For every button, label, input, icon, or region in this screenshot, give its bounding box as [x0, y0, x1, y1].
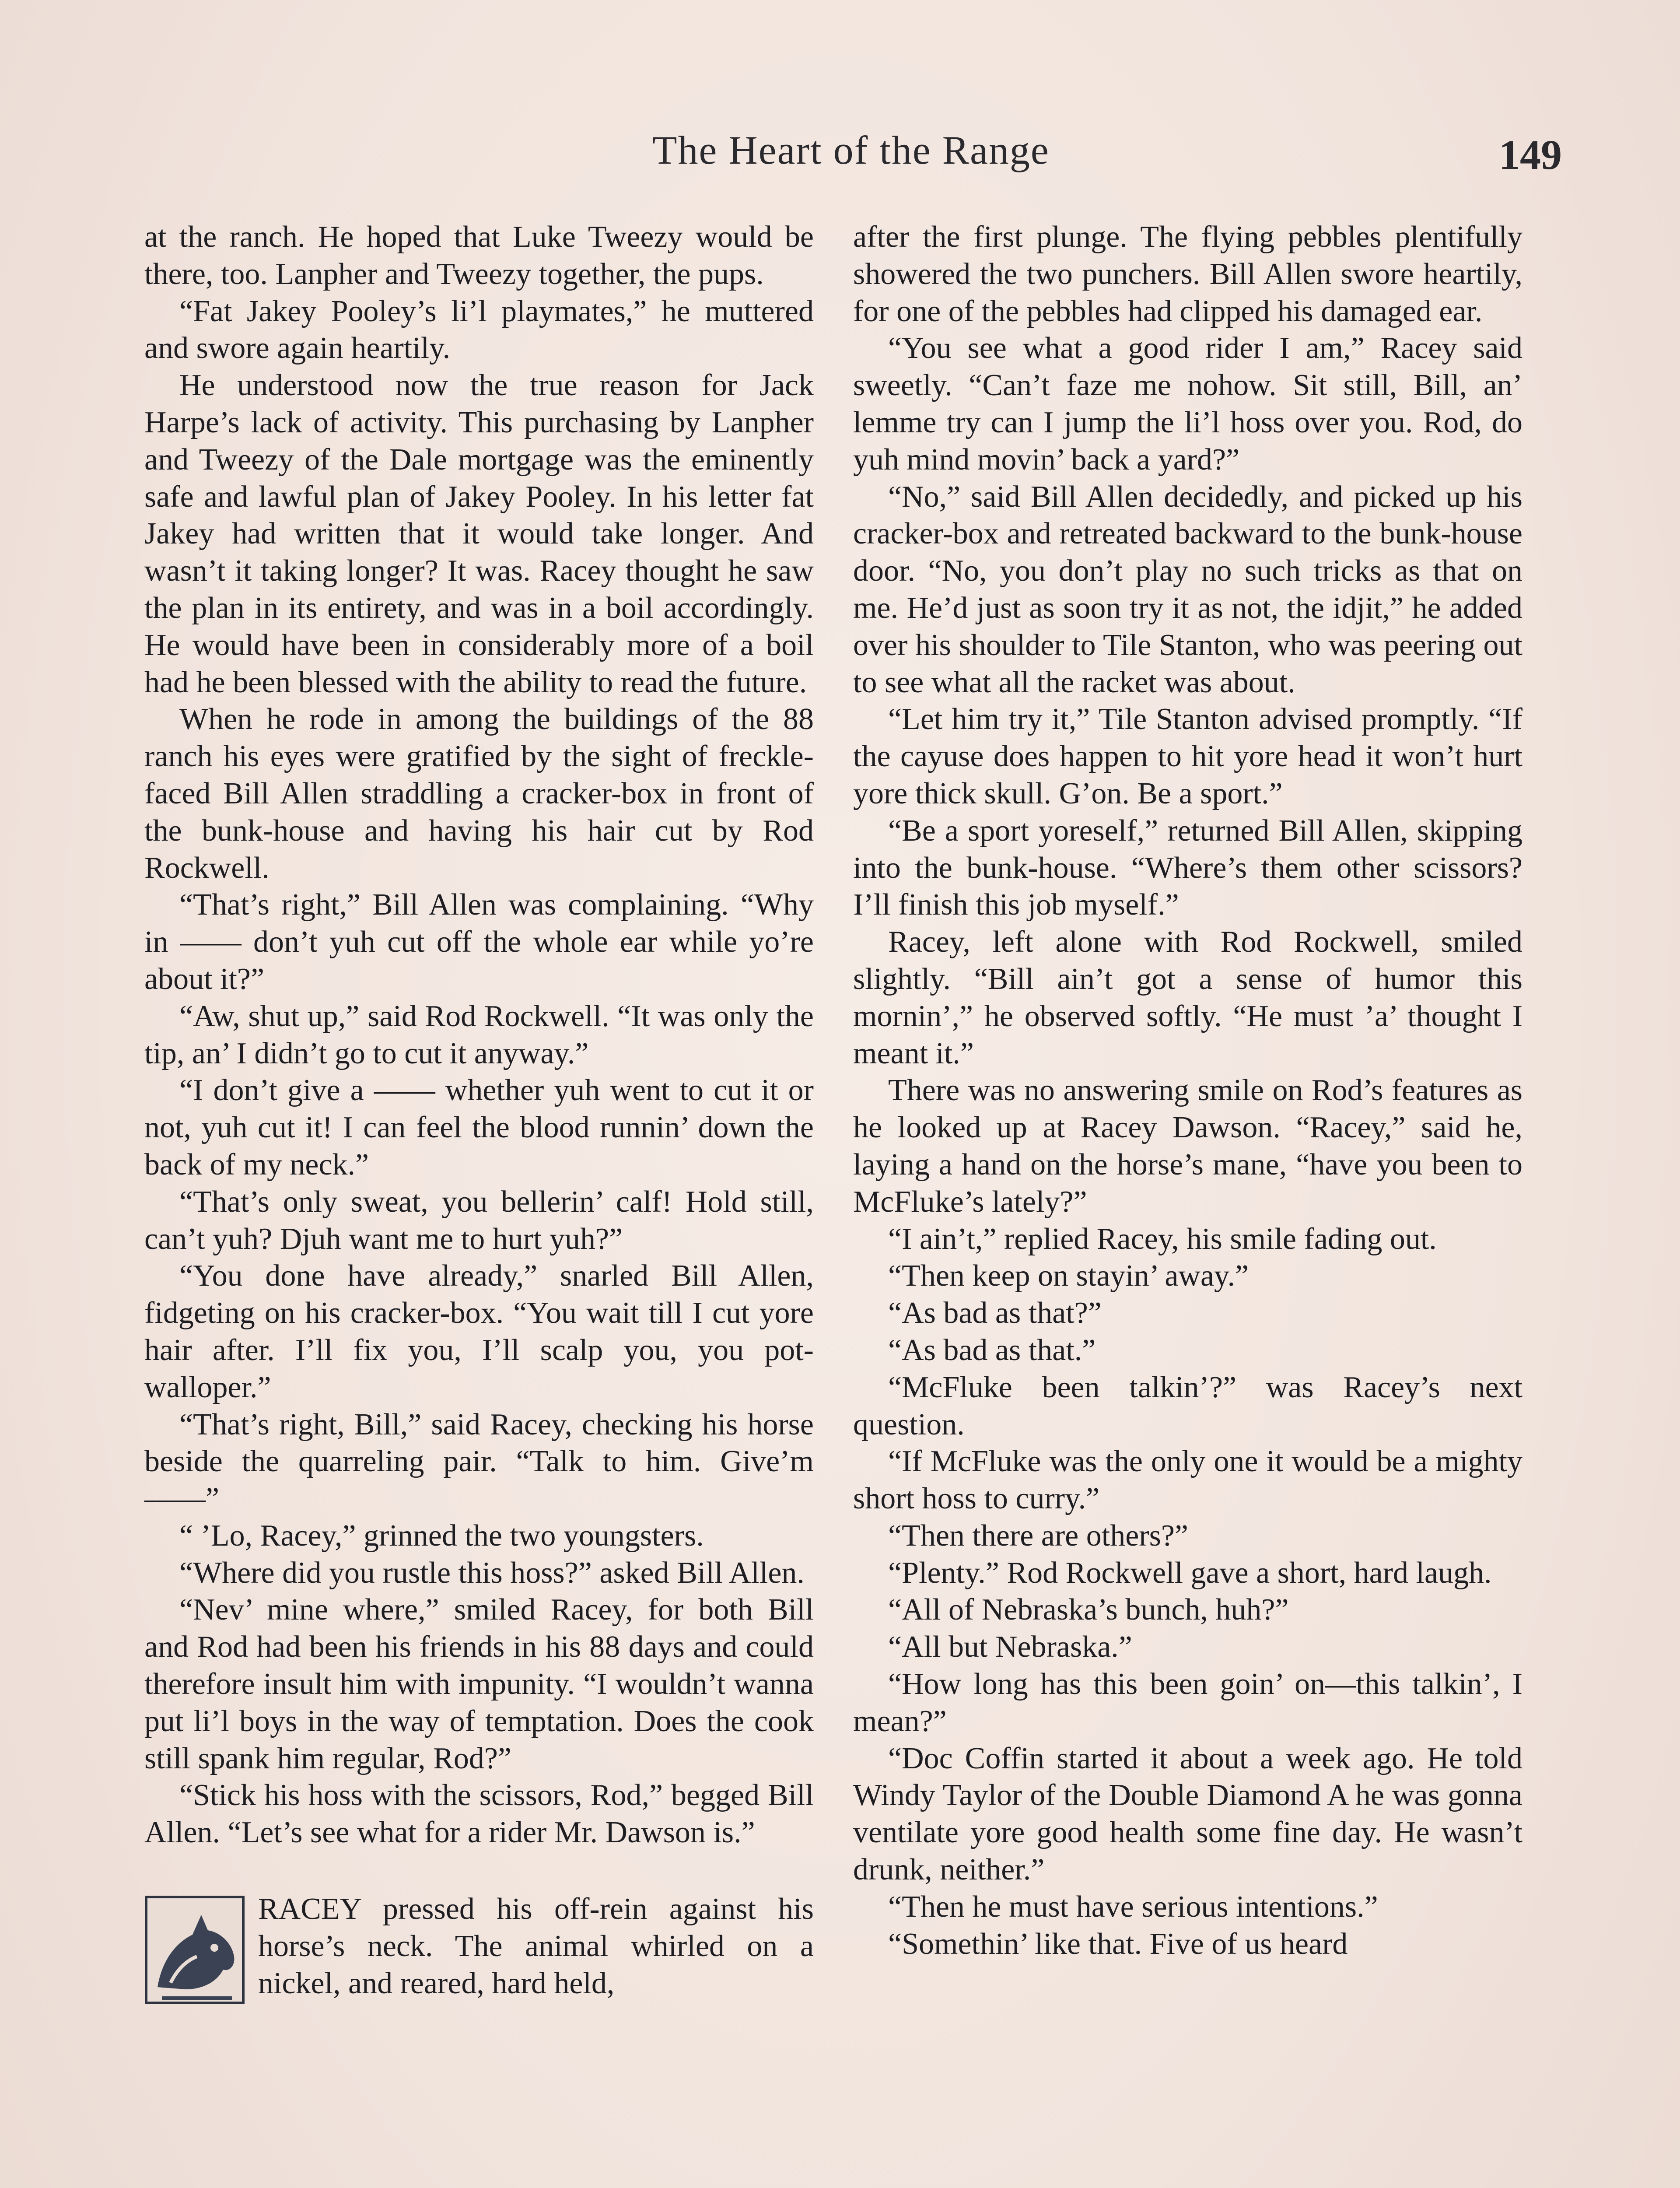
paragraph: “Then keep on stayin’ away.” [888, 1259, 1249, 1293]
section-break [144, 1891, 814, 2002]
paragraph: “Where did you rustle this hoss?” asked Bill Allen. [179, 1556, 805, 1590]
running-title: The Heart of the Range [652, 128, 1050, 172]
paragraph: “You see what a good rider I am,” Racey said sweetly. “Can’t faze me nohow. Sit still, Bill, an’ lemme try can I jump the li’l hoss over you. Rod, do yuh mind movin’ back a yard?” [853, 331, 1522, 477]
paragraph: “Then there are others?” [888, 1518, 1188, 1553]
page-number: 149 [1499, 131, 1562, 178]
paragraph: “I don’t give a —— whether yuh went to cut it or not, yuh cut it! I can feel the blood runnin’ down the back of my neck.” [144, 1073, 814, 1182]
paragraph: He understood now the true reason for Jack Harpe’s lack of activity. This purchasing by Lanpher and Tweezy of the Dale mortgage was the eminently safe and lawful plan of Jakey Pooley. In his letter fat Jakey had written that it would take longer. And wasn’t it taking longer? It was. Racey thought he saw the plan in its entirety, and was in a boil accordingly. He would have been in considerably more of a boil had he been blessed with the ability to read the future. [144, 368, 814, 699]
paragraph: “ ’Lo, Racey,” grinned the two youngsters. [179, 1518, 704, 1553]
dropcap-paragraph: RACEY pressed his off-rein against his horse’s neck. The animal whirled on a nickel, and reared, hard held, [258, 1892, 814, 2000]
paragraph: “Doc Coffin started it about a week ago. He told Windy Taylor of the Double Diamond A he was gonna ventilate yore good health some fine day. He wasn’t drunk, neither.” [853, 1741, 1522, 1887]
paragraph: “Fat Jakey Pooley’s li’l playmates,” he muttered and swore again heartily. [144, 294, 814, 365]
paragraph: “You done have already,” snarled Bill Allen, fidgeting on his cracker-box. “You wait till I cut yore hair after. I’ll fix you, I’ll scalp you, you pot-walloper.” [144, 1259, 814, 1404]
paragraph: “Be a sport yoreself,” returned Bill Allen, skipping into the bunk-house. “Where’s them other scissors? I’ll finish this job myself.” [853, 813, 1522, 922]
paragraph: “As bad as that?” [888, 1296, 1102, 1330]
paragraph: “That’s right,” Bill Allen was complaining. “Why in —— don’t yuh cut off the whole ear while yo’re about it?” [144, 888, 814, 996]
paragraph: Racey, left alone with Rod Rockwell, smiled slightly. “Bill ain’t got a sense of humor this mornin’,” he observed softly. “He must ’a’ thought I meant it.” [853, 925, 1522, 1070]
paragraph: “No,” said Bill Allen decidedly, and picked up his cracker-box and retreated backward to the bunk-house door. “No, you don’t play no such tricks as that on me. He’d just as soon try it as not, the idjit,” he added over his shoulder to Tile Stanton, who was peering out to see what all the racket was about. [853, 480, 1522, 699]
paragraph: at the ranch. He hoped that Luke Tweezy would be there, too. Lanpher and Tweezy together, the pups. [144, 220, 814, 291]
paragraph: “That’s right, Bill,” said Racey, checking his horse beside the quarreling pair. “Talk to him. Give’m ——” [144, 1407, 814, 1516]
paragraph: “Aw, shut up,” said Rod Rockwell. “It was only the tip, an’ I didn’t go to cut it anyway.” [144, 999, 814, 1070]
paragraph: There was no answering smile on Rod’s features as he looked up at Racey Dawson. “Racey,” said he, laying a hand on the horse’s mane, “have you been to McFluke’s lately?” [853, 1073, 1522, 1219]
paragraph: “Somethin’ like that. Five of us heard [888, 1927, 1348, 1961]
paragraph: “All of Nebraska’s bunch, huh?” [888, 1593, 1289, 1627]
left-column [144, 219, 814, 2005]
paragraph: “If McFluke was the only one it would be a mighty short hoss to curry.” [853, 1445, 1522, 1516]
paragraph: “Let him try it,” Tile Stanton advised promptly. “If the cayuse does happen to hit yore head it won’t hurt yore thick skull. G’on. Be a sport.” [853, 702, 1522, 810]
paragraph: “I ain’t,” replied Racey, his smile fading out. [888, 1222, 1437, 1256]
paragraph: When he rode in among the buildings of the 88 ranch his eyes were gratified by the sight of freckle-faced Bill Allen straddling a cracker-box in front of the bunk-house and having his hair cut by Rod Rockwell. [144, 702, 814, 885]
paragraph: “All but Nebraska.” [888, 1630, 1132, 1664]
paragraph: “Then he must have serious intentions.” [888, 1890, 1378, 1924]
page-header [140, 127, 1562, 188]
paragraph: “As bad as that.” [888, 1333, 1096, 1367]
paragraph: “Stick his hoss with the scissors, Rod,” begged Bill Allen. “Let’s see what for a rider Mr. Dawson is.” [144, 1778, 814, 1850]
paragraph: “Plenty.” Rod Rockwell gave a short, hard laugh. [888, 1556, 1492, 1590]
horse-head-ornament-icon [144, 1895, 245, 2005]
right-column [853, 219, 1522, 1963]
paragraph: “How long has this been goin’ on—this talkin’, I mean?” [853, 1667, 1522, 1738]
paragraph: “That’s only sweat, you bellerin’ calf! Hold still, can’t yuh? Djuh want me to hurt yuh?” [144, 1185, 814, 1256]
paragraph: “McFluke been talkin’?” was Racey’s next question. [853, 1370, 1522, 1441]
paragraph: “Nev’ mine where,” smiled Racey, for both Bill and Rod had been his friends in his 88 days and could therefore insult him with impunity. “I wouldn’t wanna put li’l boys in the way of temptation. Does the cook still spank him regular, Rod?” [144, 1593, 814, 1775]
paragraph: after the first plunge. The flying pebbles plentifully showered the two punchers. Bill Allen swore heartily, for one of the pebbles had clipped his damaged ear. [853, 220, 1522, 328]
